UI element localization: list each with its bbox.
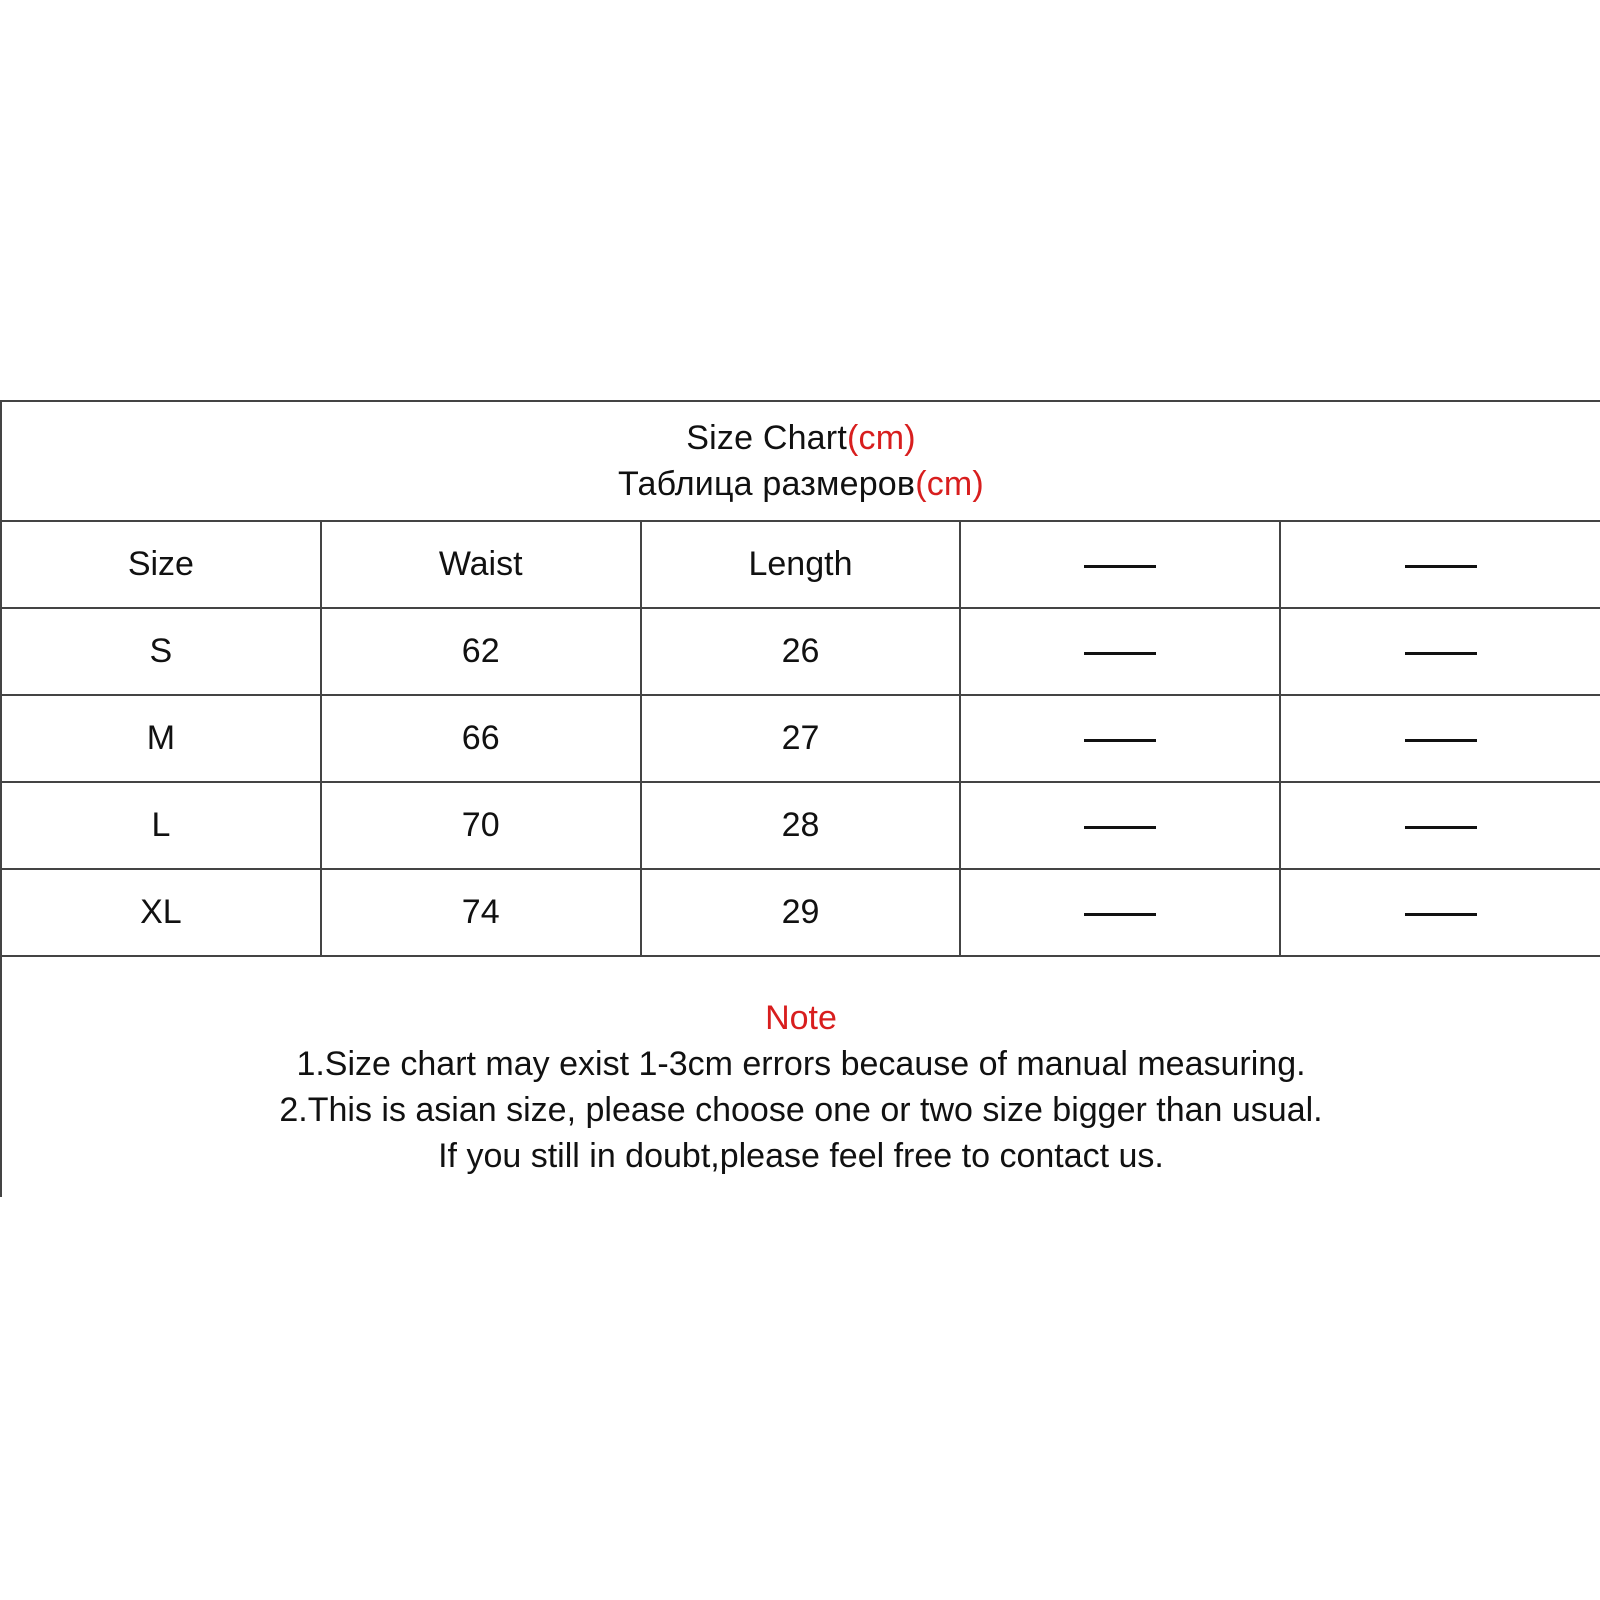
cell-size: S <box>1 608 321 695</box>
cell-empty <box>1280 782 1600 869</box>
cell-waist: 62 <box>321 608 641 695</box>
cell-waist: 74 <box>321 869 641 956</box>
cell-empty <box>960 869 1280 956</box>
cell-empty <box>960 608 1280 695</box>
title-russian-text: Таблица размеров <box>618 465 916 503</box>
cell-empty <box>1280 608 1600 695</box>
header-length: Length <box>641 522 961 608</box>
note-line-2: 2.This is asian size, please choose one or two size bigger than usual. <box>279 1091 1323 1129</box>
cell-empty <box>960 695 1280 782</box>
cell-length: 27 <box>641 695 961 782</box>
table-row <box>1 695 1600 782</box>
dash-placeholder <box>1405 913 1477 916</box>
size-chart <box>0 400 1600 1197</box>
dash-placeholder <box>1405 565 1477 568</box>
note-line-1: 1.Size chart may exist 1-3cm errors because of manual measuring. <box>296 1045 1306 1083</box>
table-row <box>1 608 1600 695</box>
dash-placeholder <box>1405 739 1477 742</box>
dash-placeholder <box>1084 739 1156 742</box>
cell-waist: 70 <box>321 782 641 869</box>
cell-length: 29 <box>641 869 961 956</box>
cell-empty <box>1280 695 1600 782</box>
table-row <box>1 869 1600 956</box>
cell-empty <box>960 782 1280 869</box>
cell-length: 28 <box>641 782 961 869</box>
dash-placeholder <box>1084 913 1156 916</box>
table-header-row <box>1 522 1600 608</box>
cell-size: L <box>1 782 321 869</box>
title-russian-unit: (cm) <box>915 465 984 503</box>
dash-placeholder <box>1405 826 1477 829</box>
cell-size: M <box>1 695 321 782</box>
dash-placeholder <box>1084 652 1156 655</box>
cell-length: 26 <box>641 608 961 695</box>
dash-placeholder <box>1084 826 1156 829</box>
note-title: Note <box>765 999 837 1037</box>
title-english-text: Size Chart <box>686 419 847 457</box>
header-empty-1 <box>960 522 1280 608</box>
dash-placeholder <box>1084 565 1156 568</box>
cell-size: XL <box>1 869 321 956</box>
chart-title <box>0 400 1600 522</box>
size-table <box>0 522 1600 957</box>
notes-section <box>0 957 1600 1197</box>
dash-placeholder <box>1405 652 1477 655</box>
title-english-unit: (cm) <box>846 419 916 457</box>
title-russian <box>618 461 984 507</box>
table-row <box>1 782 1600 869</box>
title-english <box>686 415 916 461</box>
header-waist: Waist <box>321 522 641 608</box>
header-empty-2 <box>1280 522 1600 608</box>
note-line-3: If you still in doubt,please feel free to contact us. <box>438 1137 1164 1175</box>
cell-empty <box>1280 869 1600 956</box>
header-size: Size <box>1 522 321 608</box>
cell-waist: 66 <box>321 695 641 782</box>
